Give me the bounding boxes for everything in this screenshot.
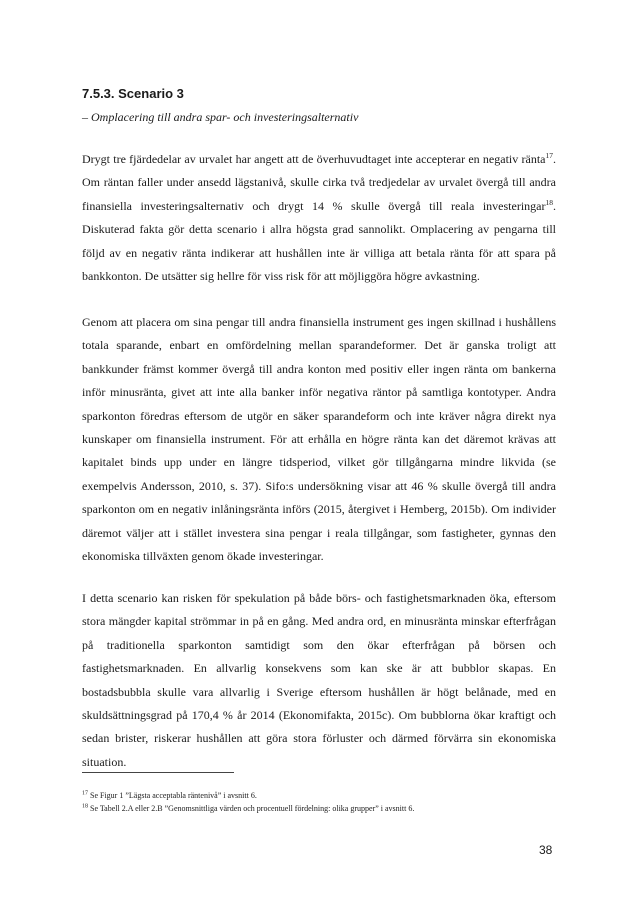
footnote-divider <box>82 772 234 773</box>
footnote-17 <box>82 790 257 801</box>
footnote-ref-18[interactable]: 18 <box>545 197 553 207</box>
paragraph-1-text-a: Drygt tre fjärdedelar av urvalet har angett att de överhuvudtaget inte accepterar en negativ ränta <box>82 152 546 166</box>
page-number: 38 <box>539 843 553 857</box>
paragraph-2: Genom att placera om sina pengar till andra finansiella instrument ges ingen skillnad i hushållens totala sparande, enbart en omfördelning mellan sparandeformer. Det är ganska troligt att bankkunder främst kommer övergå till andra konton med positiv eller ingen ränta om bankerna inför minusränta, givet att inte alla banker inför negativa räntor på samtliga kontotyper. Andra sparkonton föredras eftersom de utgör en säker sparandeform och inte kräver några direkt nya kunskaper om finansiella instrument. För att erhålla en högre ränta kan det däremot krävas att kapitalet binds upp under en längre tidsperiod, vilket gör tillgångarna mindre likvida (se exempelvis Andersson, 2010, s. 37). Sifo:s undersökning visar att 46 % skulle övergå till andra sparkonton om en negativ inlåningsränta införs (2015, återgivet i Hemberg, 2015b). Om individer däremot väljer att i stället investera sina pengar i reala tillgångar, som fastigheter, gynnas den ekonomiska tillväxten genom ökade investeringar. <box>82 315 556 564</box>
footnote-17-number: 17 <box>82 790 88 797</box>
footnote-18 <box>82 803 414 814</box>
paragraph-1 <box>82 148 556 288</box>
footnote-17-text: Se Figur 1 ”Lägsta acceptabla räntenivå” i avsnitt 6. <box>90 791 257 800</box>
paragraph-1-text-b: . Om räntan faller under ansedd lägstanivå, skulle cirka två tredjedelar av urvalet övergå till andra finansiella investeringsalternativ och drygt 14 % skulle övergå till reala investeringar <box>82 152 556 213</box>
footnote-18-text: Se Tabell 2.A eller 2.B ”Genomsnittliga värden och procentuell fördelning: olika grupper” i avsnitt 6. <box>90 804 415 813</box>
footnote-ref-17[interactable]: 17 <box>545 151 553 160</box>
paragraph-1-text-c: . Diskuterad fakta gör detta scenario i allra högsta grad sannolikt. Omplacering av pengarna till följd av en negativ ränta indikerar att hushållen inte är villiga att betala ränta för att spara på bankkonton. De utsätter sig hellre för viss risk för att möjliggöra högre avkastning. <box>82 198 556 284</box>
section-heading: 7.5.3. Scenario 3 <box>82 86 184 101</box>
section-subheading: – Omplacering till andra spar- och investeringsalternativ <box>82 110 359 124</box>
paragraph-3: I detta scenario kan risken för spekulation på både börs- och fastighetsmarknaden öka, eftersom stora mängder kapital strömmar in på en gång. Med andra ord, en minusränta minskar efterfrågan på traditionella sparkonton samtidigt som den ökar efterfrågan på börsen och fastighetsmarknaden. En allvarlig konsekvens som kan ske är att bubblor skapas. En bostadsbubbla skulle vara allvarlig i Sverige eftersom hushållen är högt belånade, med en skuldsättningsgrad på 170,4 % år 2014 (Ekonomifakta, 2015c). Om bubblorna ökar kraftigt och sedan brister, riskerar hushållen att göra stora förluster och därmed förvärra sin ekonomiska situation. <box>82 591 556 769</box>
footnote-18-number: 18 <box>82 803 88 810</box>
